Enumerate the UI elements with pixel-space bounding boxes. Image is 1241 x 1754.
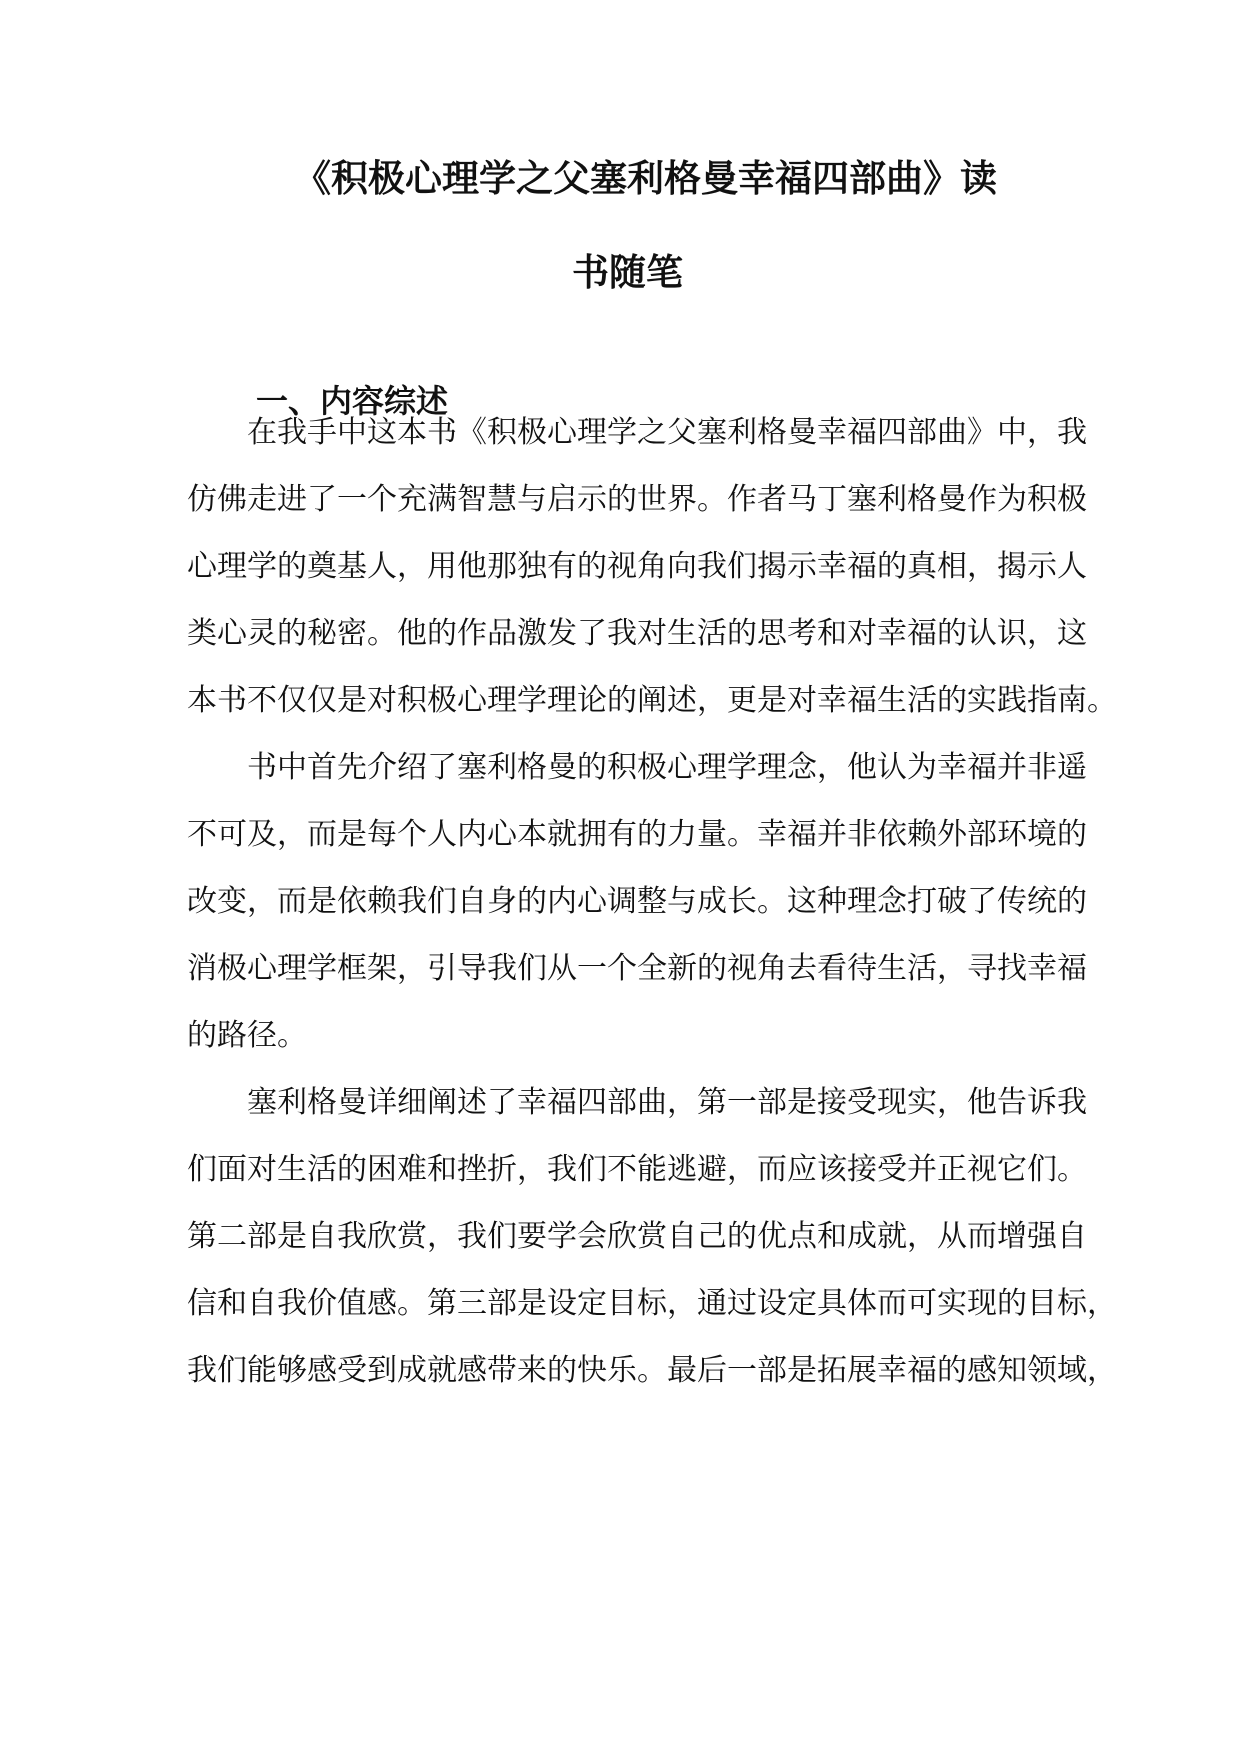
paragraph-line: 改变，而是依赖我们自身的内心调整与成长。这种理念打破了传统的 (187, 884, 1087, 919)
paragraph-line: 在我手中这本书《积极心理学之父塞利格曼幸福四部曲》中，我 (247, 415, 1087, 450)
paragraph-line: 心理学的奠基人，用他那独有的视角向我们揭示幸福的真相，揭示人 (187, 549, 1087, 584)
section-heading: 一、内容综述 (256, 382, 449, 420)
paragraph-line: 不可及，而是每个人内心本就拥有的力量。幸福并非依赖外部环境的 (187, 817, 1087, 852)
document-title-line-2: 书随笔 (572, 250, 683, 294)
paragraph-line: 消极心理学框架，引导我们从一个全新的视角去看待生活，寻找幸福 (187, 951, 1087, 986)
paragraph-line: 信和自我价值感。第三部是设定目标，通过设定具体而可实现的目标， (187, 1286, 1117, 1321)
paragraph-line: 塞利格曼详细阐述了幸福四部曲，第一部是接受现实，他告诉我 (247, 1085, 1087, 1120)
paragraph-line: 们面对生活的困难和挫折，我们不能逃避，而应该接受并正视它们。 (187, 1152, 1087, 1187)
paragraph-line: 类心灵的秘密。他的作品激发了我对生活的思考和对幸福的认识，这 (187, 616, 1087, 651)
paragraph-line: 第二部是自我欣赏，我们要学会欣赏自己的优点和成就，从而增强自 (187, 1219, 1087, 1254)
paragraph-line: 书中首先介绍了塞利格曼的积极心理学理念，他认为幸福并非遥 (247, 750, 1087, 785)
paragraph-line: 的路径。 (187, 1018, 307, 1053)
document-title-line-1: 《积极心理学之父塞利格曼幸福四部曲》读 (294, 156, 997, 200)
paragraph-line: 本书不仅仅是对积极心理学理论的阐述，更是对幸福生活的实践指南。 (187, 683, 1117, 718)
paragraph-line: 仿佛走进了一个充满智慧与启示的世界。作者马丁塞利格曼作为积极 (187, 482, 1087, 517)
paragraph-line: 我们能够感受到成就感带来的快乐。最后一部是拓展幸福的感知领域， (187, 1353, 1117, 1388)
